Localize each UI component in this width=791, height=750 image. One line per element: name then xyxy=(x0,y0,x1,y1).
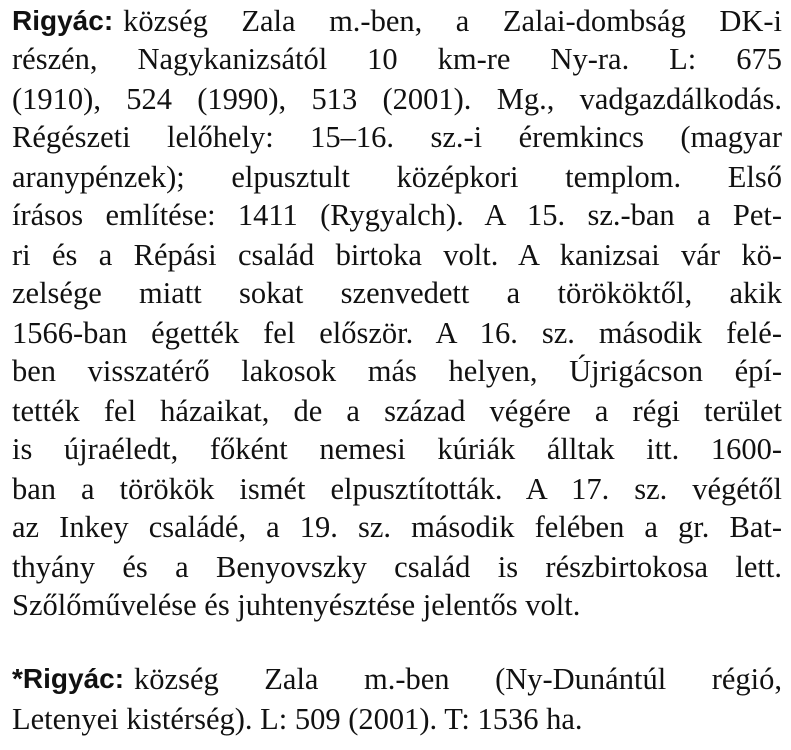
entry-1-line-9-text: 1566-ban égették fel először. A 16. sz. második felé- xyxy=(12,316,782,350)
entry-1-line-16 xyxy=(12,586,580,624)
entry-2-line-2 xyxy=(12,700,583,738)
entry-1-headword: Rigyác: xyxy=(12,5,114,36)
entry-1-line-7 xyxy=(12,236,782,274)
entry-1-line-12 xyxy=(12,430,782,468)
entry-1-line-8 xyxy=(12,274,782,312)
entry-1-line-10-text: ben visszatérő lakosok más helyen, Újrigácson épí- xyxy=(12,354,782,388)
entry-1-line-5-text: aranypénzek); elpusztult középkori templom. Első xyxy=(12,160,782,194)
entry-1-line-1-text: község Zala m.-ben, a Zalai-dombság DK-i xyxy=(123,4,782,38)
entry-2-line-1-text: község Zala m.-ben (Ny-Dunántúl régió, xyxy=(134,662,782,696)
entry-1-line-14-text: az Inkey családé, a 19. sz. második felében a gr. Bat- xyxy=(12,510,782,544)
entry-1-line-11-text: tették fel házaikat, de a század végére a régi terület xyxy=(12,394,782,428)
entry-1-line-9 xyxy=(12,314,782,352)
entry-1-line-4 xyxy=(12,118,782,156)
entry-1-line-8-text: zelsége miatt sokat szenvedett a törököktől, akik xyxy=(12,276,782,310)
entry-1-line-1 xyxy=(12,2,782,40)
entry-1-line-2-text: részén, Nagykanizsától 10 km-re Ny-ra. L: 675 xyxy=(12,42,782,76)
entry-2-line-1 xyxy=(12,660,782,698)
entry-1-line-15-text: thyány és a Benyovszky család is részbirtokosa lett. xyxy=(12,550,782,584)
entry-1-line-6-text: írásos említése: 1411 (Rygyalch). A 15. sz.-ban a Pet- xyxy=(12,198,782,232)
entry-1-line-5 xyxy=(12,158,782,196)
entry-1-line-2 xyxy=(12,40,782,78)
entry-1-line-13 xyxy=(12,470,782,508)
entry-1-line-15 xyxy=(12,548,782,586)
entry-1-line-11 xyxy=(12,392,782,430)
entry-1-line-14 xyxy=(12,508,782,546)
entry-1-line-3 xyxy=(12,80,782,118)
entry-2-headword: *Rigyác: xyxy=(12,663,125,694)
entry-1-line-12-text: is újraéledt, főként nemesi kúriák álltak itt. 1600- xyxy=(12,432,782,466)
entry-1-line-6 xyxy=(12,196,782,234)
entry-1-line-16-text: Szőlőművelése és juhtenyésztése jelentős volt. xyxy=(12,588,581,622)
entry-1-line-10 xyxy=(12,352,782,390)
entry-1-line-4-text: Régészeti lelőhely: 15–16. sz.-i éremkincs (magyar xyxy=(12,120,782,154)
entry-2-line-2-text: Letenyei kistérség). L: 509 (2001). T: 1536 ha. xyxy=(12,702,583,736)
entry-1-line-3-text: (1910), 524 (1990), 513 (2001). Mg., vadgazdálkodás. xyxy=(12,82,782,116)
entry-1-line-13-text: ban a törökök ismét elpusztították. A 17. sz. végétől xyxy=(12,472,782,506)
entry-1-line-7-text: ri és a Répási család birtoka volt. A kanizsai vár kö- xyxy=(12,238,782,272)
